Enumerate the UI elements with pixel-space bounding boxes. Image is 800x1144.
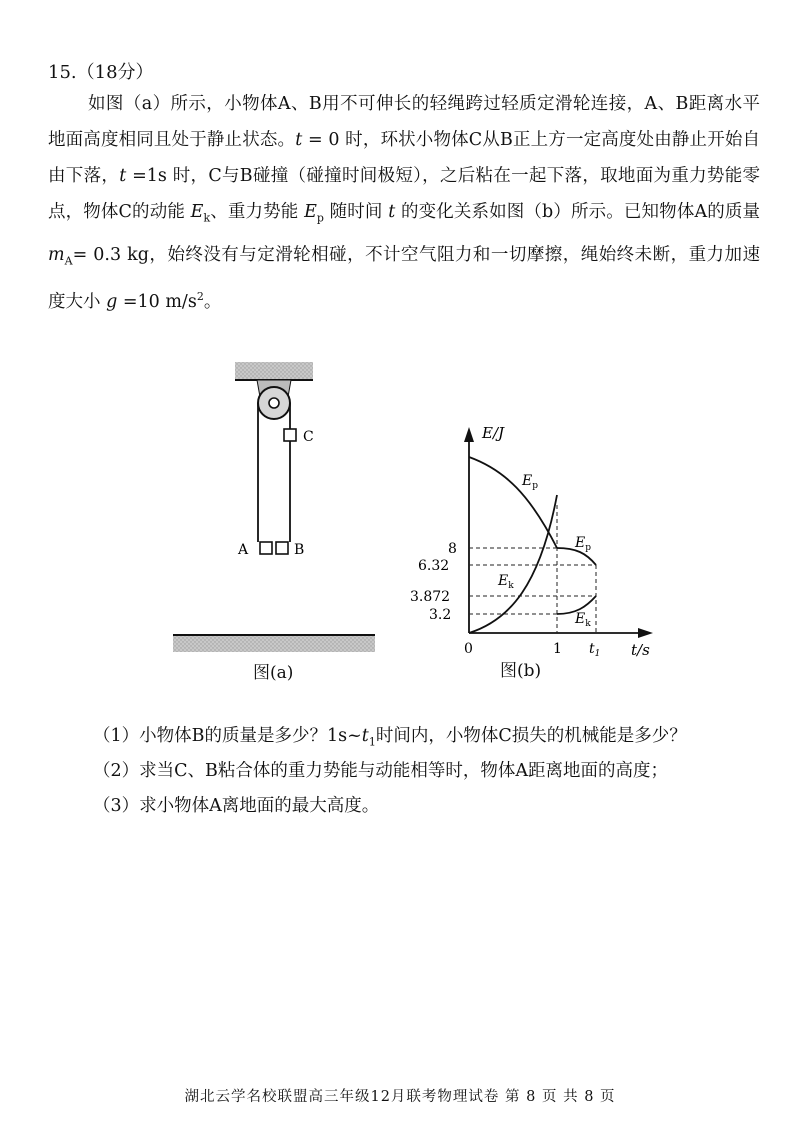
- intro-s9: 。: [203, 291, 222, 312]
- x-axis-label: t/s: [631, 641, 650, 659]
- y-tick-3-872: 3.872: [410, 589, 451, 605]
- figure-a-caption: 图(a): [253, 663, 294, 683]
- ep-label-top: $E_p$: [522, 473, 538, 491]
- ceiling: [235, 362, 313, 380]
- ek-label-right: $E_k$: [575, 611, 591, 629]
- figure-b: [410, 415, 670, 660]
- ep-label-right: $E_p$: [575, 535, 591, 553]
- var-t: t: [388, 202, 396, 222]
- x-tick-t1: $t_1$: [589, 641, 601, 659]
- intro-s1: 如图（a）所示，小物体A、B用不可伸长的轻绳跨过轻质定滑轮连接，A、B距离水平地面高度相同且处于静止状态。: [48, 94, 760, 150]
- y-tick-8: 8: [448, 541, 457, 557]
- figure-b-caption: 图(b): [500, 661, 542, 681]
- x-axis-arrow: [638, 628, 653, 638]
- block-b: [276, 542, 288, 554]
- question-1: （1）小物体B的质量是多少？$1s\sim t_1$时间内，小物体C损失的机械能是多少？: [93, 726, 687, 749]
- y-axis-label: E/J: [482, 424, 505, 442]
- origin-label: 0: [464, 641, 473, 657]
- intro-s6: 的变化关系如图（b）所示。已知物体A的质量: [395, 202, 760, 222]
- unit-sup: 2: [196, 290, 204, 303]
- intro-s4: 、重力势能: [210, 202, 305, 222]
- intro-s5: 随时间: [323, 202, 389, 222]
- var-ek-sub: k: [203, 211, 211, 225]
- var-ep-sub: p: [316, 211, 324, 225]
- y-tick-3-2: 3.2: [429, 607, 452, 623]
- label-a: A: [238, 542, 249, 558]
- ek-curve-before: [469, 495, 557, 633]
- ek-label-left: $E_k$: [498, 573, 514, 591]
- question-3: （3）求小物体A离地面的最大高度。: [93, 796, 380, 816]
- y-tick-6-32: 6.32: [418, 558, 450, 574]
- intro-s2: = 0 时，环状小物体C从B正上方一定高度处由静止开始自由下落，: [48, 130, 761, 186]
- var-ma: m: [48, 244, 65, 265]
- intro-s3: =1s 时，C与B碰撞（碰撞时间极短），之后粘在一起下落，取地面为重力势能零点，物体C的动能: [48, 166, 760, 222]
- problem-number: 15.（18分）: [48, 62, 154, 83]
- label-b: B: [294, 542, 305, 558]
- figure-a: [160, 355, 400, 665]
- var-ep: E: [304, 202, 317, 222]
- intro-s8: =10 m/s: [117, 291, 197, 312]
- question-2: （2）求当C、B粘合体的重力势能与动能相等时，物体A距离地面的高度；: [93, 761, 669, 781]
- ep-curve-before: [469, 457, 557, 548]
- problem-statement: [48, 86, 760, 320]
- var-g: g: [106, 291, 118, 312]
- page-footer: 湖北云学名校联盟高三年级12月联考物理试卷 第 8 页 共 8 页: [184, 1089, 616, 1105]
- var-t: t: [119, 166, 127, 186]
- block-c: [284, 429, 296, 441]
- block-a: [260, 542, 272, 554]
- label-c: C: [303, 429, 314, 445]
- intro-s7: = 0.3 kg，始终没有与定滑轮相碰，不计空气阻力和一切摩擦，绳始终未断，重力加速度大小: [48, 244, 760, 312]
- var-t: t: [295, 130, 303, 150]
- var-ma-sub: A: [64, 254, 73, 267]
- x-tick-1: 1: [553, 641, 562, 657]
- var-ek: E: [190, 202, 204, 222]
